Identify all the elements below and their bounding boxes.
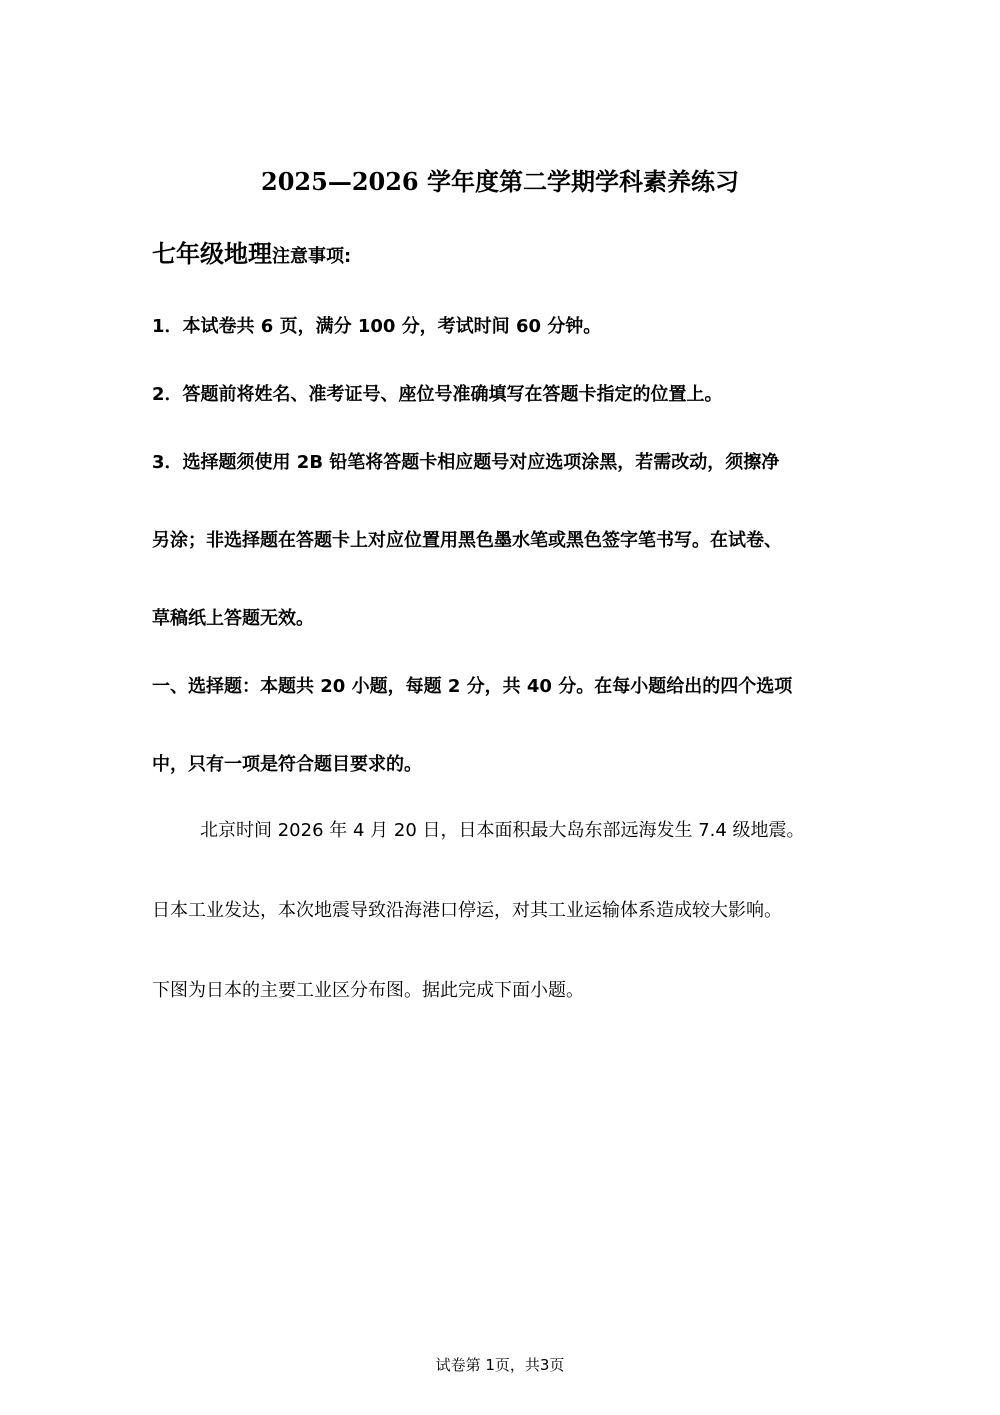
notice-item-2: 2．答题前将姓名、准考证号、座位号准确填写在答题卡指定的位置上。 [152,384,723,405]
notice-item-3-cont: 另涂；非选择题在答题卡上对应位置用黑色墨水笔或黑色签字笔书写。在试卷、 [152,530,782,551]
notice-item-3: 3．选择题须使用 2B 铅笔将答题卡相应题号对应选项涂黑，若需改动，须擦净 [152,452,780,473]
passage-line-3: 下图为日本的主要工业区分布图。据此完成下面小题。 [152,980,584,1001]
page-title: 2025—2026 学年度第二学期学科素养练习 [261,167,739,196]
section-heading-cont: 中，只有一项是符合题目要求的。 [152,754,422,775]
subject-heading [152,240,351,269]
subject-label: 七年级地理 [152,240,272,268]
section-heading: 一、选择题：本题共 20 小题，每题 2 分，共 40 分。在每小题给出的四个选项 [152,676,793,697]
passage-line-2: 日本工业发达，本次地震导致沿海港口停运，对其工业运输体系造成较大影响。 [152,900,782,921]
page-footer: 试卷第 1页，共3页 [435,1356,565,1374]
notice-item-3-end: 草稿纸上答题无效。 [152,608,314,629]
passage-line-1: 北京时间 2026 年 4 月 20 日，日本面积最大岛东部远海发生 7.4 级地震。 [200,820,805,841]
notice-item-1: 1．本试卷共 6 页，满分 100 分，考试时间 60 分钟。 [152,316,602,337]
notice-heading: 注意事项: [272,246,352,267]
